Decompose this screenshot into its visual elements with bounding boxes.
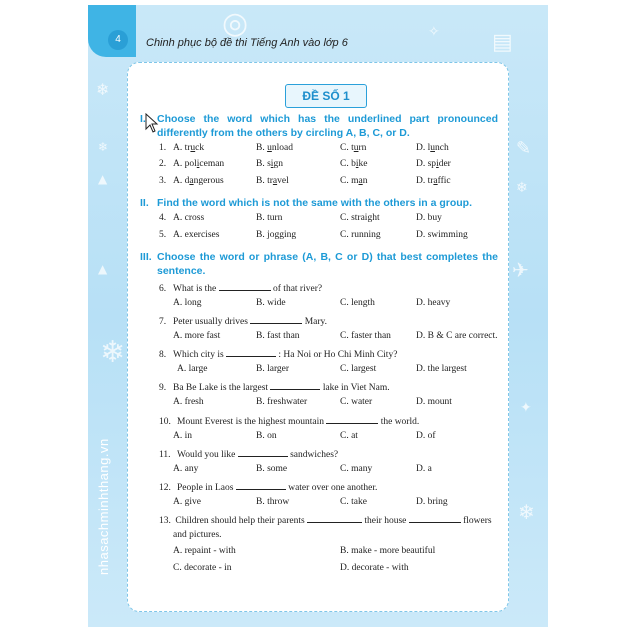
underlined-letter: u: [267, 143, 272, 153]
word-part: n: [362, 176, 368, 186]
option-b[interactable]: B. make - more beautiful: [340, 546, 436, 556]
word-part: B. tr: [256, 176, 273, 186]
stem-text: sandwiches?: [290, 450, 339, 460]
stem-text: Mary.: [304, 317, 328, 327]
option-b[interactable]: [256, 159, 283, 169]
question-stem: [159, 447, 504, 462]
stem-text: of that river?: [273, 284, 323, 294]
word-part: B.: [256, 143, 268, 153]
publisher-website: nhasachminhthang.vn: [96, 438, 111, 575]
option-a[interactable]: A. in: [173, 431, 192, 441]
question-stem: [159, 480, 504, 495]
snowflake-icon: ❄: [100, 335, 126, 370]
question-stem: [159, 380, 504, 395]
option-c[interactable]: C. decorate - in: [173, 563, 232, 573]
snowflake-icon: ❄: [518, 500, 535, 524]
word-part: nload: [271, 143, 293, 153]
word-part: ck: [195, 143, 205, 153]
word-part: B. s: [256, 159, 271, 169]
question-number: 9.: [159, 383, 167, 393]
question-number: 8.: [159, 350, 167, 360]
answer-blank[interactable]: [219, 281, 271, 291]
snowflake-icon: ❄: [96, 80, 110, 99]
word-part: gn: [273, 159, 283, 169]
option-b[interactable]: B. wide: [256, 298, 286, 308]
exam-title: ĐỀ SỐ 1: [285, 84, 367, 108]
question-stem: [159, 281, 504, 296]
option-a[interactable]: A. give: [173, 497, 201, 507]
word-part: C. t: [340, 143, 354, 153]
stem-text: People in Laos: [177, 483, 234, 493]
underlined-letter: a: [433, 176, 438, 186]
option-b[interactable]: [256, 143, 293, 153]
word-part: rn: [358, 143, 367, 153]
question-number: 7.: [159, 317, 167, 327]
option-d[interactable]: D. bring: [416, 497, 448, 507]
option-d[interactable]: D. mount: [416, 397, 452, 407]
option-c[interactable]: C. running: [340, 230, 381, 240]
star-icon: ✦: [520, 400, 532, 416]
answer-blank[interactable]: [270, 380, 320, 390]
option-c[interactable]: C. length: [340, 298, 375, 308]
option-a[interactable]: [173, 159, 224, 169]
question-number: 6.: [159, 284, 167, 294]
option-c[interactable]: [340, 176, 367, 186]
word-part: vel: [277, 176, 289, 186]
word-part: C. b: [340, 159, 356, 169]
word-part: C. m: [340, 176, 359, 186]
word-part: D. sp: [416, 159, 437, 169]
stem-text: water over one another.: [288, 483, 378, 493]
option-d[interactable]: D. decorate - with: [340, 563, 409, 573]
option-d[interactable]: D. B & C are correct.: [416, 331, 498, 341]
option-b[interactable]: B. turn: [256, 213, 283, 223]
page-number: 4: [108, 30, 128, 50]
section-heading: II. Find the word which is not the same with the others in a group.: [140, 197, 473, 209]
question-stem: [159, 314, 504, 329]
question-13: 13. Children should help their parents their house flowers: [159, 513, 504, 528]
option-c[interactable]: C. take: [340, 497, 367, 507]
option-c[interactable]: C. many: [340, 464, 373, 474]
option-c[interactable]: C. water: [340, 397, 373, 407]
stem-text: Mount Everest is the highest mountain: [177, 417, 324, 427]
question-number: 2.: [159, 159, 167, 169]
question-stem: [159, 347, 504, 362]
option-b[interactable]: B. throw: [256, 497, 290, 507]
word-part: ffic: [437, 176, 451, 186]
globe-icon: ◎: [222, 6, 249, 41]
pencil-icon: ✎: [516, 138, 532, 159]
snowflake-icon: ❄: [98, 140, 109, 154]
word-part: ceman: [199, 159, 225, 169]
answer-blank[interactable]: [326, 414, 378, 424]
option-d[interactable]: [416, 176, 451, 186]
section-heading: III. Choose the word or phrase (A, B, C or D) that best completes the sentence.: [140, 251, 498, 277]
option-d[interactable]: D. swimming: [416, 230, 468, 240]
question-stem: [159, 414, 504, 429]
option-b[interactable]: B. freshwater: [256, 397, 308, 407]
option-a[interactable]: A. repaint - with: [173, 546, 236, 556]
stem-text: Peter usually drives: [173, 317, 248, 327]
option-d[interactable]: D. buy: [416, 213, 442, 223]
stem-text: Ba Be Lake is the largest: [173, 383, 269, 393]
underlined-letter: i: [355, 159, 359, 169]
underlined-letter: u: [353, 143, 359, 153]
snowflake-icon: ❄: [516, 180, 528, 196]
word-part: A. tr: [173, 143, 191, 153]
underlined-letter: i: [436, 159, 439, 169]
tree-icon: ▲: [98, 262, 108, 276]
option-a[interactable]: A. exercises: [173, 230, 220, 240]
word-part: A. pol: [173, 159, 197, 169]
option-b[interactable]: B. fast than: [256, 331, 300, 341]
word-part: nch: [435, 143, 449, 153]
stem-text: What is the: [173, 284, 217, 294]
underlined-letter: u: [430, 143, 435, 153]
option-a[interactable]: A. fresh: [173, 397, 204, 407]
option-a[interactable]: A. large: [177, 364, 208, 374]
question-number: 4.: [159, 213, 167, 223]
option-b[interactable]: B. larger: [256, 364, 290, 374]
word-part: ke: [358, 159, 368, 169]
underlined-letter: i: [196, 159, 200, 169]
question-number: 3.: [159, 176, 167, 186]
stem-text: Would you like: [177, 450, 236, 460]
word-part: A. d: [173, 176, 190, 186]
option-b[interactable]: B. some: [256, 464, 288, 474]
option-d[interactable]: D. the largest: [416, 364, 467, 374]
option-a[interactable]: [173, 143, 204, 153]
stem-text: : Ha Noi or Ho Chi Minh City?: [278, 350, 398, 360]
question-13-line2: and pictures.: [173, 530, 222, 540]
word-part: ngerous: [193, 176, 224, 186]
calculator-icon: ▤: [492, 30, 513, 55]
underlined-letter: a: [358, 176, 363, 186]
question-number: 1.: [159, 143, 167, 153]
option-c[interactable]: C. straight: [340, 213, 380, 223]
option-a[interactable]: A. long: [173, 298, 202, 308]
answer-blank[interactable]: [307, 513, 362, 523]
question-number: 10.: [159, 417, 171, 427]
option-c[interactable]: [340, 143, 366, 153]
word-part: der: [438, 159, 451, 169]
underlined-letter: a: [272, 176, 278, 186]
option-c[interactable]: C. faster than: [340, 331, 391, 341]
stem-text: lake in Viet Nam.: [322, 383, 390, 393]
answer-blank[interactable]: [409, 513, 461, 523]
answer-blank[interactable]: [250, 314, 302, 324]
section-heading: I. Choose the word which has the underlined part pronounced differently from the others by circling A, B, C, or D.: [140, 113, 498, 139]
option-a[interactable]: [173, 176, 224, 186]
mouse-cursor-icon: [145, 113, 159, 133]
option-c[interactable]: [340, 159, 367, 169]
word-part: D. tr: [416, 176, 434, 186]
option-a[interactable]: A. cross: [173, 213, 205, 223]
option-b[interactable]: B. on: [256, 431, 277, 441]
option-d[interactable]: D. heavy: [416, 298, 451, 308]
option-b[interactable]: [256, 176, 289, 186]
option-d[interactable]: [416, 159, 451, 169]
option-d[interactable]: D. of: [416, 431, 436, 441]
option-c[interactable]: C. at: [340, 431, 358, 441]
option-d[interactable]: D. a: [416, 464, 432, 474]
answer-blank[interactable]: [226, 347, 276, 357]
stem-text: the world.: [380, 417, 420, 427]
word-part: D. l: [416, 143, 431, 153]
option-a[interactable]: A. more fast: [173, 331, 221, 341]
underlined-letter: a: [189, 176, 194, 186]
answer-blank[interactable]: [238, 447, 288, 457]
bird-icon: ✧: [428, 24, 440, 40]
question-number: 11.: [159, 450, 171, 460]
option-b[interactable]: B. jogging: [256, 230, 297, 240]
underlined-letter: u: [190, 143, 196, 153]
answer-blank[interactable]: [236, 480, 286, 490]
tree-icon: ▲: [98, 172, 108, 186]
stem-text: Which city is: [173, 350, 224, 360]
option-a[interactable]: A. any: [173, 464, 199, 474]
question-number: 5.: [159, 230, 167, 240]
question-number: 12.: [159, 483, 171, 493]
underlined-letter: i: [270, 159, 274, 169]
option-c[interactable]: C. largest: [340, 364, 377, 374]
option-d[interactable]: [416, 143, 449, 153]
paper-plane-icon: ✈: [512, 258, 529, 282]
book-title: Chinh phục bộ đề thi Tiếng Anh vào lớp 6: [146, 37, 348, 49]
